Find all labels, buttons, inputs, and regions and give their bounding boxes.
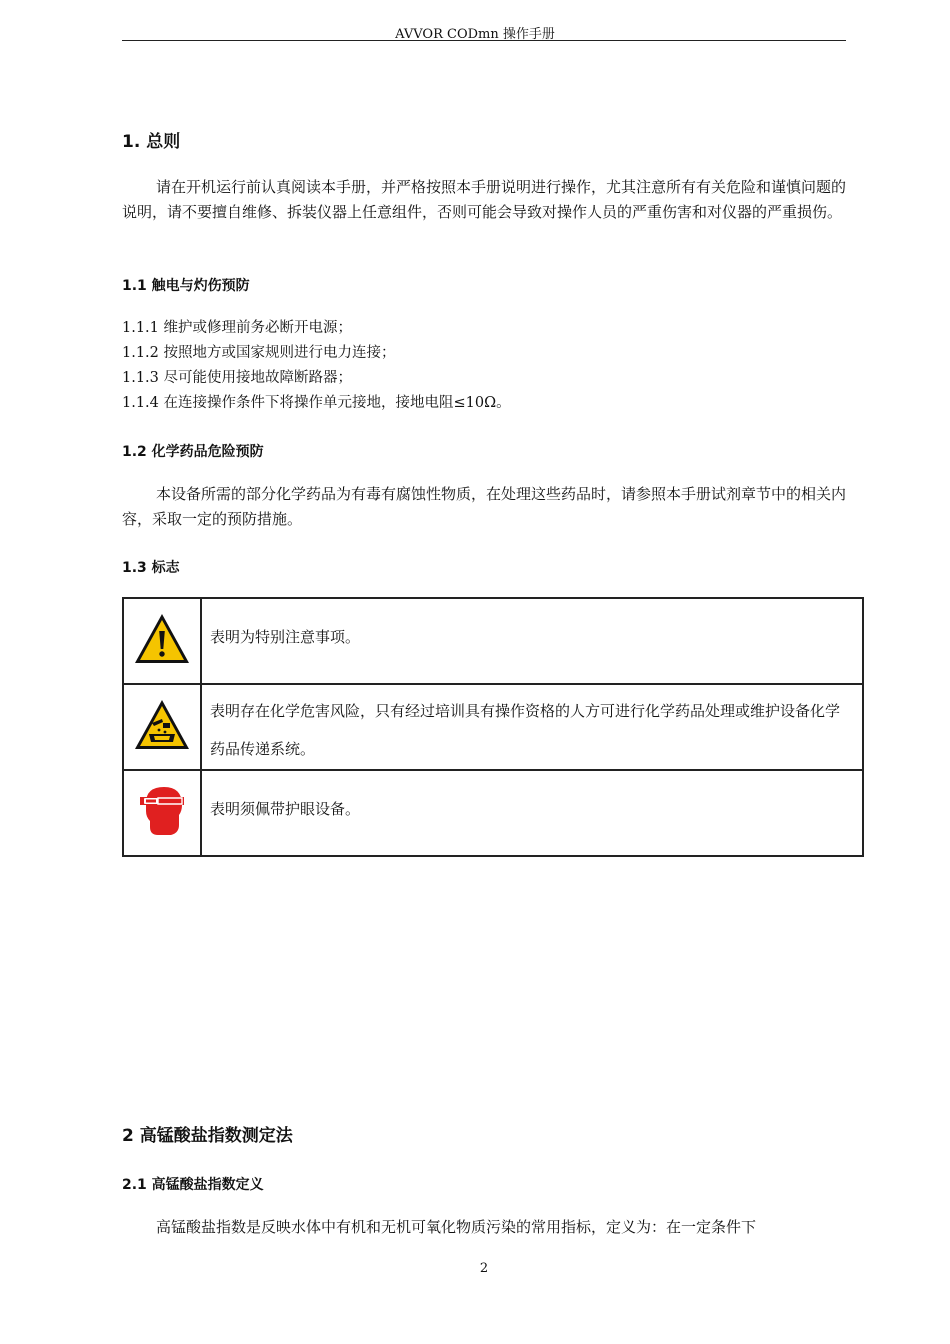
symbol-text: 表明须佩带护眼设备。 [210,800,361,818]
list-item: 1.1.2 按照地方或国家规则进行电力连接； [122,345,396,361]
chemical-paragraph: 本设备所需的部分化学药品为有毒有腐蚀性物质，在处理这些药品时，请参照本手册试剂章节中的相关内容，采取一定的预防措施。 [122,485,847,528]
section-1-title: 1. 总则 [122,132,181,152]
section-2-1-title: 2.1 高锰酸盐指数定义 [122,1177,264,1193]
page-number: 2 [479,1261,489,1276]
section-1-2-title: 1.2 化学药品危险预防 [122,444,264,460]
warning-triangle-icon [132,611,192,667]
symbol-cell [123,770,201,856]
symbol-cell [123,598,201,684]
table-row [123,684,863,770]
list-item: 1.1.4 在连接操作条件下将操作单元接地，接地电阻≤10Ω。 [122,395,511,411]
symbol-text: 表明存在化学危害风险，只有经过培训具有操作资格的人方可进行化学药品处理或维护设备化学药品传递系统。 [210,702,841,758]
header-rule [122,40,846,41]
table-row [123,598,863,684]
list-item: 1.1.1 维护或修理前务必断开电源； [122,320,353,336]
section-1-2-body [122,482,846,532]
symbol-description [201,598,863,684]
list-item: 1.1.3 尽可能使用接地故障断路器； [122,370,353,386]
symbol-cell [123,684,201,770]
symbol-description [201,684,863,770]
section-1-1-title: 1.1 触电与灼伤预防 [122,278,250,294]
symbols-table [122,597,864,857]
section-1-3-title: 1.3 标志 [122,560,180,576]
permanganate-paragraph: 高锰酸盐指数是反映水体中有机和无机可氧化物质污染的常用指标，定义为：在一定条件下 [156,1218,757,1236]
chemical-hazard-icon [132,697,192,753]
section-2-1-body [122,1215,846,1240]
symbol-description [201,770,863,856]
symbol-text: 表明为特别注意事项。 [210,628,361,646]
intro-paragraph: 请在开机运行前认真阅读本手册，并严格按照本手册说明进行操作，尤其注意所有有关危险和谨慎问题的说明，请不要擅自维修、拆装仪器上任意组件，否则可能会导致对操作人员的严重伤害和对仪器的严重损伤。 [122,178,847,221]
running-header: AVVOR CODmn 操作手册 [395,27,555,42]
eye-protection-icon [132,781,192,841]
electric-safety-list [122,316,511,416]
section-1-intro [122,175,846,225]
section-2-title: 2 高锰酸盐指数测定法 [122,1126,293,1146]
table-row [123,770,863,856]
